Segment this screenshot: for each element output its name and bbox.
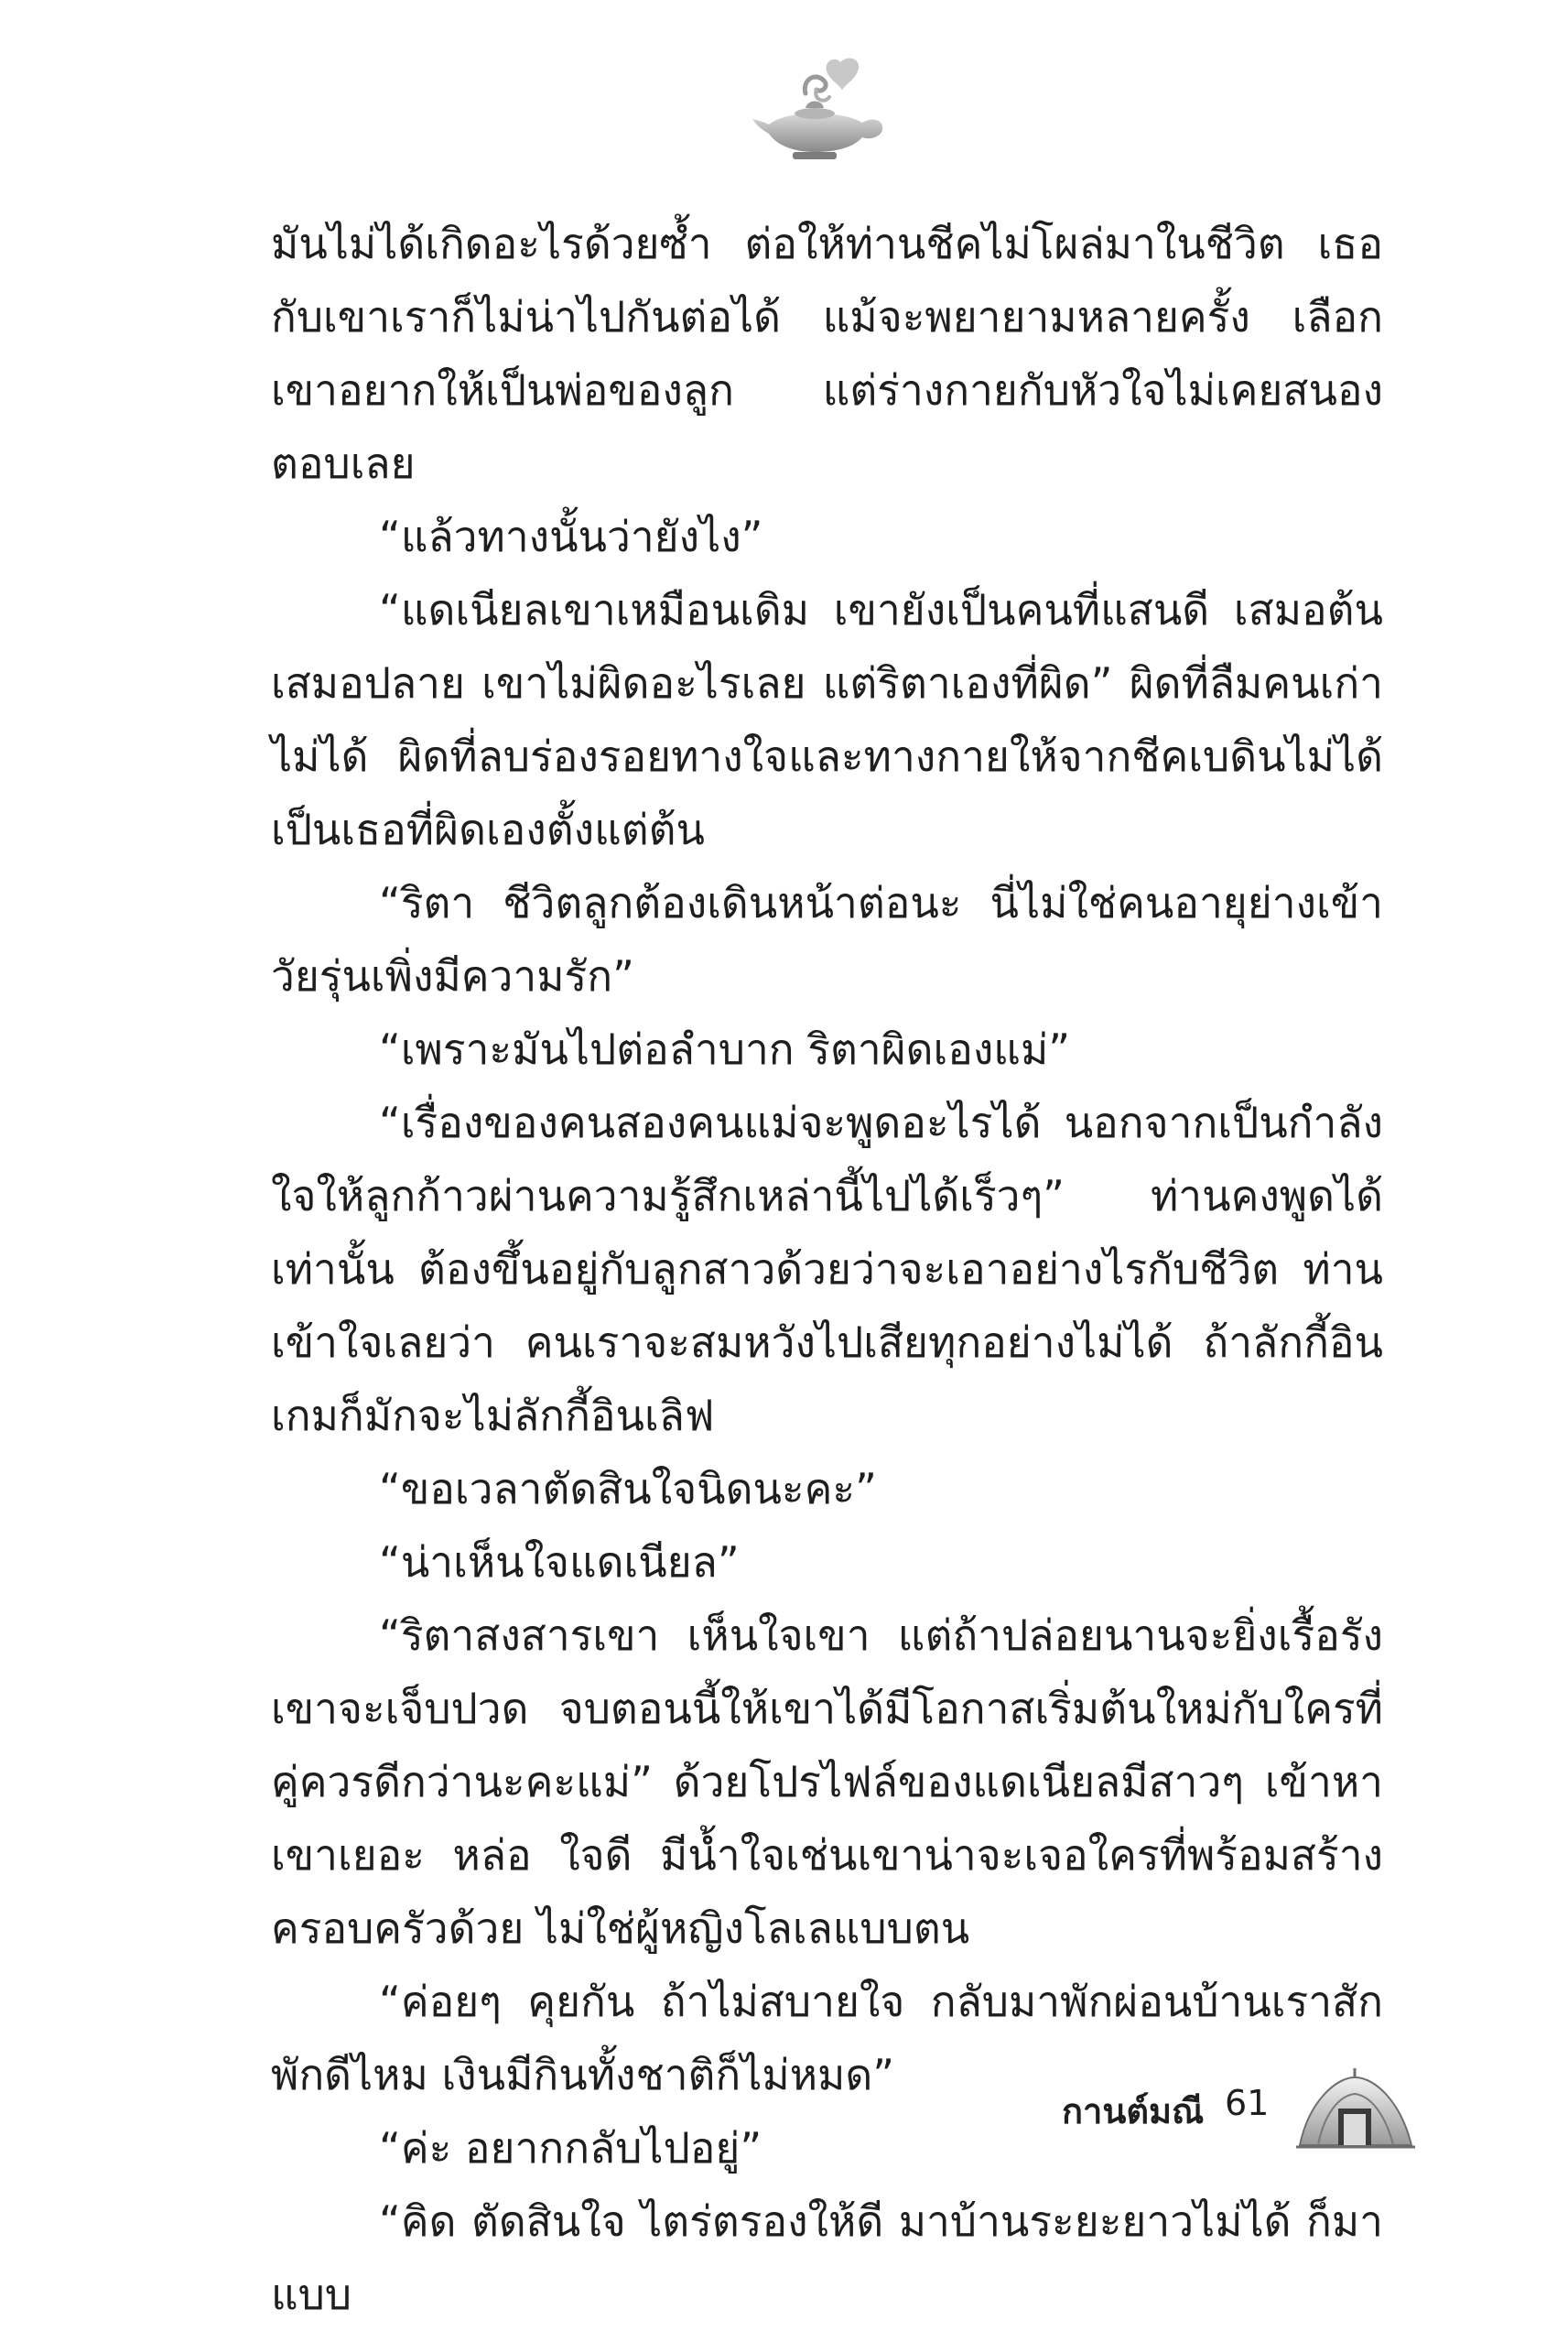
paragraph: “เพราะมันไปต่อลำบาก ริตาผิดเองแม่” bbox=[379, 1025, 1071, 1074]
paragraph: มันไม่ได้เกิดอะไรด้วยซ้ำ ต่อให้ท่านชีคไม่โผล่มาในชีวิต เธอกับเขาเราก็ไม่น่าไปกันต่อได้ แม้จะพยายามหลายครั้ง เลือกเขาอยากให้เป็นพ่อของลูก แต่ร่างกายกับหัวใจไม่เคยสนองตอบเลย bbox=[271, 219, 1383, 488]
paragraph: “แล้วทางนั้นว่ายังไง” bbox=[379, 512, 763, 561]
paragraph: “ค่อยๆ คุยกัน ถ้าไม่สบายใจ กลับมาพักผ่อนบ้านเราสักพักดีไหม เงินมีกินทั้งชาติก็ไม่หมด” bbox=[271, 1977, 1383, 2099]
paragraph: “น่าเห็นใจแดเนียล” bbox=[379, 1537, 740, 1587]
paragraph: “ขอเวลาตัดสินใจนิดนะคะ” bbox=[379, 1464, 877, 1513]
paragraph: “เรื่องของคนสองคนแม่จะพูดอะไรได้ นอกจากเป็นกำลังใจให้ลูกก้าวผ่านความรู้สึกเหล่านี้ไปได้เร็วๆ” ท่านคงพูดได้เท่านั้น ต้องขึ้นอยู่กับลูกสาวด้วยว่าจะเอาอย่างไรกับชีวิต ท่านเข้าใจเลยว่า คนเราจะสมหวังไปเสียทุกอย่างไม่ได้ ถ้าลักกี้อินเกมก็มักจะไม่ลักกี้อินเลิฟ bbox=[271, 1098, 1383, 1440]
paragraph: “ค่ะ อยากกลับไปอยู่” bbox=[379, 2123, 762, 2173]
genie-lamp-icon bbox=[751, 53, 888, 163]
paragraph: “ริตา ชีวิตลูกต้องเดินหน้าต่อนะ นี่ไม่ใช่คนอายุย่างเข้าวัยรุ่นเพิ่งมีความรัก” bbox=[271, 878, 1383, 1001]
page-footer bbox=[1062, 2065, 1428, 2165]
page-number: 61 bbox=[1225, 2083, 1270, 2123]
body-text bbox=[271, 207, 1383, 2331]
paragraph: “คิด ตัดสินใจ ไตร่ตรองให้ดี มาบ้านระยะยาวไม่ได้ ก็มาแบบ bbox=[271, 2196, 1383, 2319]
paragraph: “ริตาสงสารเขา เห็นใจเขา แต่ถ้าปล่อยนานจะยิ่งเรื้อรัง เขาจะเจ็บปวด จบตอนนี้ให้เขาได้มีโอกาสเริ่มต้นใหม่กับใครที่คู่ควรดีกว่านะคะแม่” ด้วยโปรไฟล์ของแดเนียลมีสาวๆ เข้าหาเขาเยอะ หล่อ ใจดี มีน้ำใจเช่นเขาน่าจะเจอใครที่พร้อมสร้างครอบครัวด้วย ไม่ใช่ผู้หญิงโลเลแบบตน bbox=[271, 1610, 1383, 1953]
footer-author: กานต์มณี bbox=[1062, 2091, 1205, 2131]
paragraph: “แดเนียลเขาเหมือนเดิม เขายังเป็นคนที่แสนดี เสมอต้นเสมอปลาย เขาไม่ผิดอะไรเลย แต่ริตาเองที่ผิด” ผิดที่ลืมคนเก่าไม่ได้ ผิดที่ลบร่องรอยทางใจและทางกายให้จากชีคเบดินไม่ได้ เป็นเธอที่ผิดเองตั้งแต่ต้น bbox=[271, 585, 1383, 854]
lantern-dome-icon bbox=[1291, 2065, 1419, 2156]
